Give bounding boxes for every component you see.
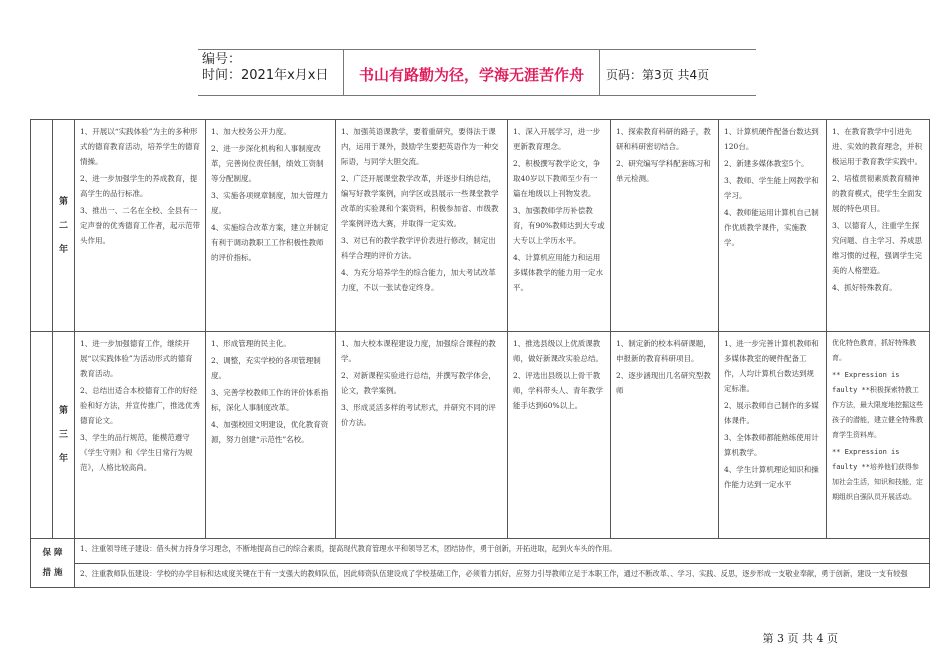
year-two-computing: 1、计算机硬件配备台数达到120台。 2、新建多媒体教室5个。 3、教师、学生能上网教学和学习。 4、教师能运用计算机自己制作优质教学课件，实施教学。 xyxy=(719,120,827,332)
year-two-teaching: 1、加强英语课教学，要着重研究，要得法于课内，运用于课外，鼓励学生要把英语作为一种交际语，与同学大胆交流。 2、广泛开展课堂教学改革，并逐步归纳总结，编写好教学案例，向学区或县展示一些课堂教学改革的实验课和个案资料，积极参加省、市级教学案例评选大赛，并取得一定实效。 3、对已有的教学教学评价表进行修改，制定出科学合理的评价方法。 4、为充分培养学生的综合能力，加大考试改革力度，不以一张试卷定终身。 xyxy=(336,120,508,332)
header-divider xyxy=(599,50,600,95)
year-three-management: 1、形成管理的民主化。 2、调整，充实学校的各项管理制度。 3、完善学校教师工作的评价体系指标，深化人事制度改革。 4、加强校园文明建设，优化教育资源，努力创建“示范性”名校。 xyxy=(206,332,336,539)
measures-row-1 xyxy=(31,539,930,564)
year-two-label: 第 二 年 xyxy=(53,120,75,332)
year-two-management: 1、加大校务公开力度。 2、进一步深化机构和人事制度改革，完善岗位责任制，绩效工资制等分配制度。 3、实施各项规章制度，加大管理力度。 4、实施综合改革方案，建立并制定有利于调动教职工工作积极性教师的评价指标。 xyxy=(206,120,336,332)
year-two-features: 1、在教育教学中引进先进、实效的教育理念，并积极运用于教育教学实践中。 2、培植贯彻素质教育精神的教育模式，使学生全面发展的特色项目。 3、以德育人，注重学生探究问题、自主学习、养成思维习惯的过程，强调学生完美的人格塑造。 4、抓好特殊教育。 xyxy=(827,120,930,332)
measure-item: 2、注重教师队伍建设：学校的办学目标和达成度关键在于有一支强大的教师队伍，因此师资队伍建设成了学校基础工作，必须着力抓好，应努力引导教师立足于本职工作，通过不断改革、、学习、实践、反思，逐步形成一支敬业奉献，勇于创新，建设一支有较强 xyxy=(75,563,930,588)
document-number-label: 编号： xyxy=(202,52,242,67)
measures-label: 保 障 措 施 xyxy=(31,539,75,588)
year-three-teachers: 1、推选县级以上优质课教师，做好新课改实验总结。 2、评选出县级以上骨干教师，学科带头人、青年教学能手达到60%以上。 xyxy=(508,332,611,539)
measure-item: 1、注重领导班子建设：借头树力持身学习理念，不断地提高自己的综合素质，提高现代教育管理水平和领导艺术，团结协作，勇于创新，开拓进取，起到火车头的作用。 xyxy=(75,539,930,564)
year-two-moral-education: 1、开展以“实践体验”为主的多种形式的德育教育活动，培养学生的德育情操。 2、进一步加强学生的养成教育，提高学生的品行标准。 3、推出一、二名在全校、全县有一定声誉的优秀德育工作者，起示范带头作用。 xyxy=(75,120,206,332)
year-three-moral-education: 1、进一步加强德育工作，继续开展“以实践体验”为活动形式的德育教育活动。 2、总结出适合本校德育工作的好经验和好方法，并宣传推广，推选优秀德育论文。 3、学生的品行规范，能模范遵守《学生守则》和《学生日常行为规范》，人格比较高尚。 xyxy=(75,332,206,539)
year-three-research: 1、制定新的校本科研课题，申报新的教育科研项目。 2、逐步涵现出几名研究型教师 xyxy=(611,332,719,539)
document-date: 时间：2021年x月x日 xyxy=(202,68,329,83)
header-page-info: 页码：第3页 共4页 xyxy=(606,68,710,82)
year-two-research: 1、探索教育科研的路子，教研和科研密切结合。 2、研究编写学科配套练习和单元检测。 xyxy=(611,120,719,332)
header-meta xyxy=(202,52,328,84)
measures-row-2 xyxy=(31,563,930,588)
page-footer: 第 3 页 共 4 页 xyxy=(762,632,838,645)
header-motto: 书山有路勤为径，学海无涯苦作舟 xyxy=(358,66,584,84)
blank-cell xyxy=(31,120,53,332)
document-header xyxy=(198,49,756,96)
year-three-computing: 1、进一步完善计算机教师和多媒体教室的硬件配备工作，人均计算机台数达到规定标准。 2、展示教师自己制作的多媒体课件。 3、全体教师都能熟练使用计算机教学。 4、学生计算机理论知识和操作能力达到一定水平 xyxy=(719,332,827,539)
plan-table xyxy=(30,119,930,588)
year-three-features: 优化特色教育，抓好特殊教育。 ** Expression is faulty **积极探索特教工作方法，最大限度地挖掘这些孩子的潜能，建立健全特殊教育学生资料库。 ** Expression is faulty **培养他们获得参加社会生活，知识和技能，定期组织自强队员开展活动。 xyxy=(827,332,930,539)
blank-cell xyxy=(31,332,53,539)
year-three-row xyxy=(31,332,930,539)
year-two-teachers: 1、深入开展学习，进一步更新教育理念。 2、积极撰写教学论文，争取40岁以下教师至少有一篇在地级以上刊物发表。 3、加强教师学历补偿教育，有90%教师达到大专或大专以上学历水平。 4、计算机应用能力和运用多媒体教学的能力用一定水平。 xyxy=(508,120,611,332)
year-three-teaching: 1、加大校本课程建设力度，加强综合课程的教学。 2、对新课程实验进行总结，并撰写教学体会，论文，教学案例。 3、形成灵活多样的考试形式，并研究不同的评价方法。 xyxy=(336,332,508,539)
year-two-row xyxy=(31,120,930,332)
year-three-label: 第 三 年 xyxy=(53,332,75,539)
